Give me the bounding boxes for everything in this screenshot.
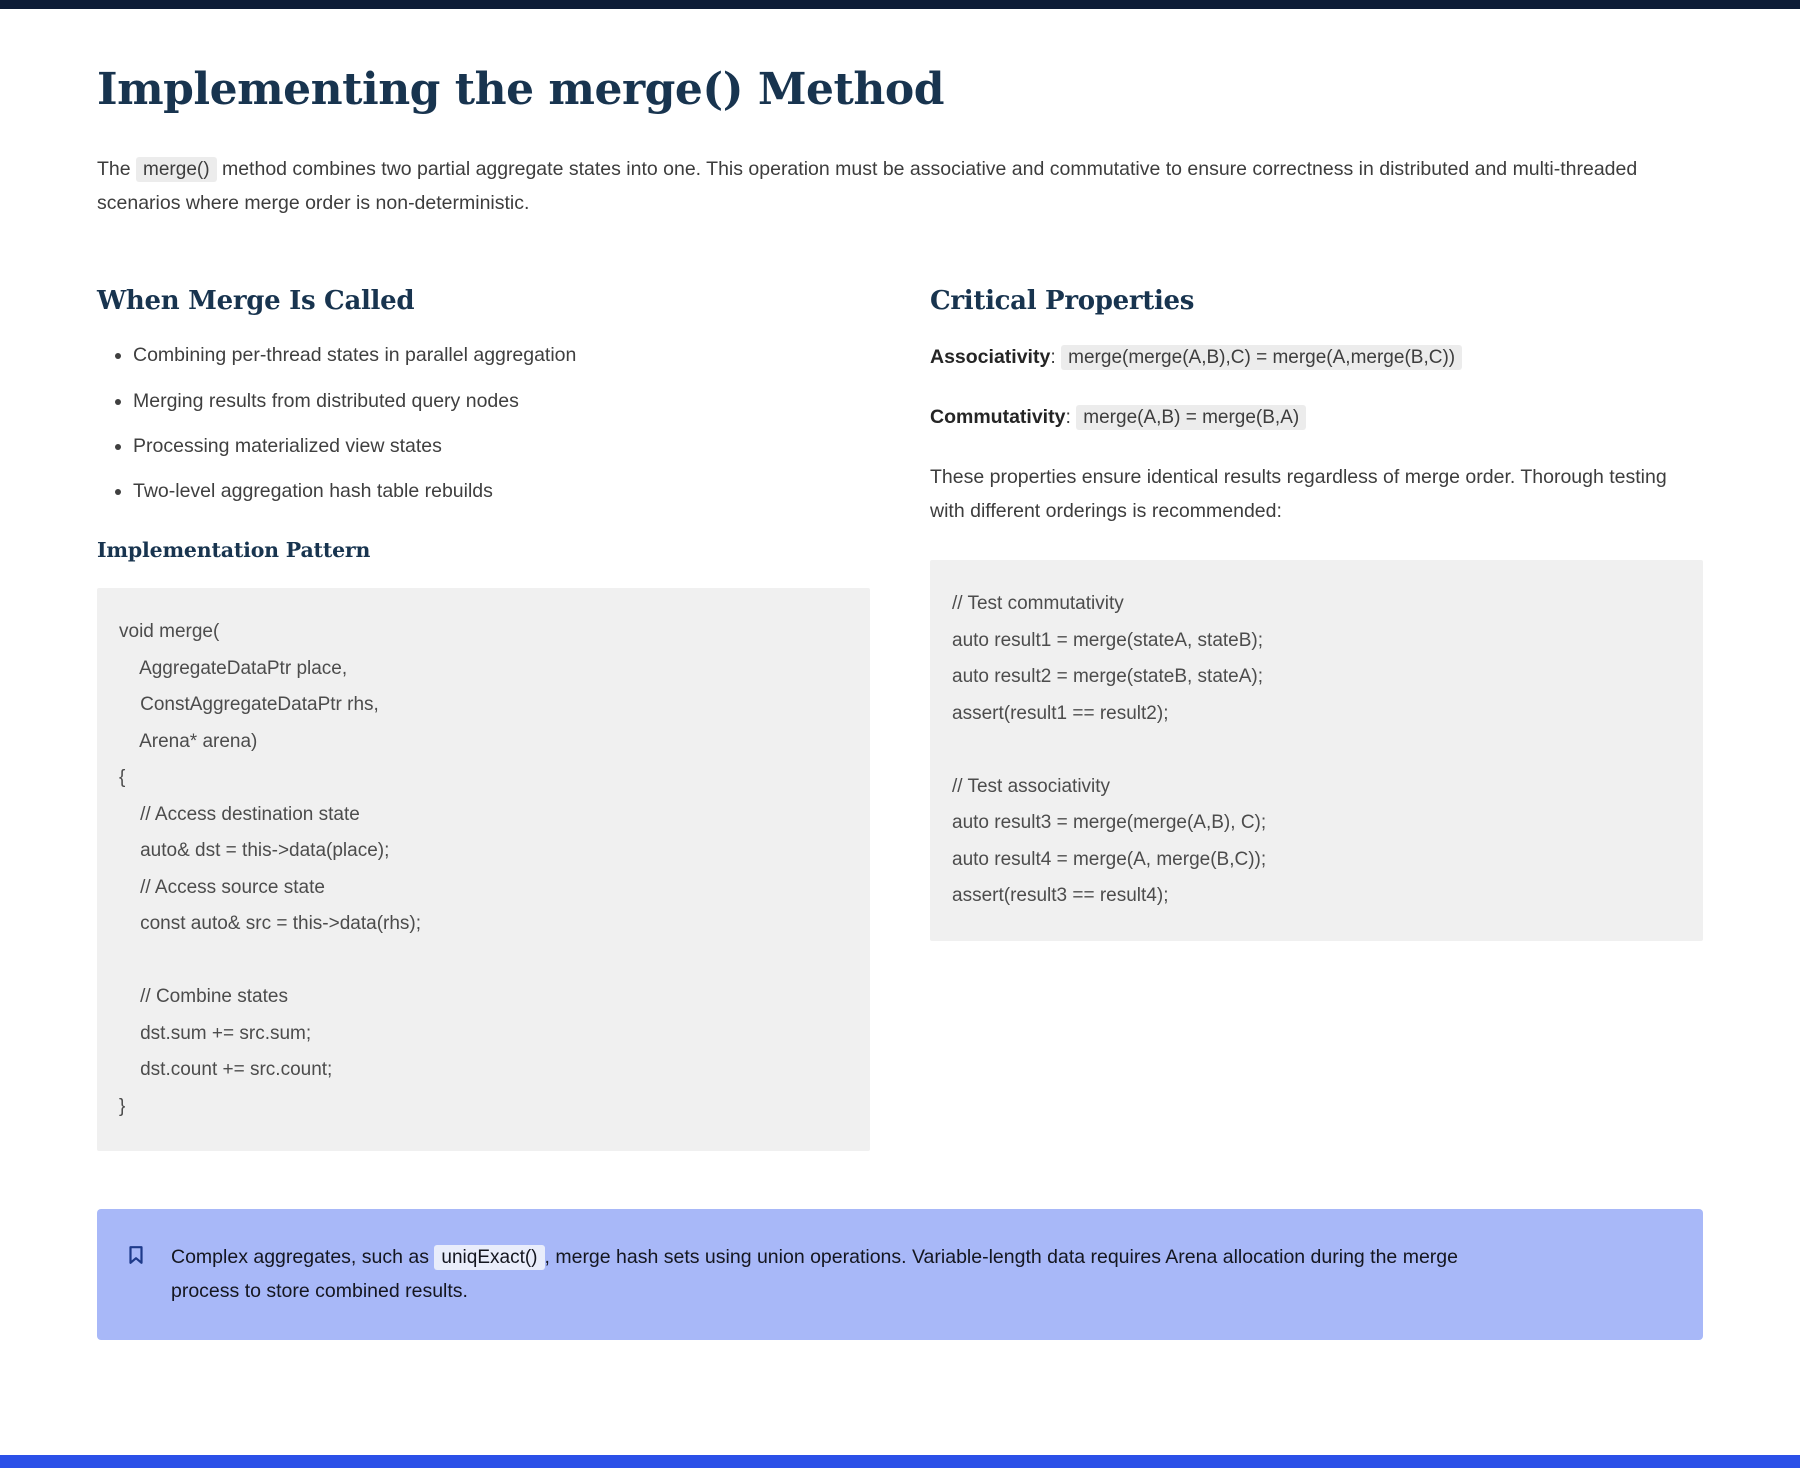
code-line: auto result4 = merge(A, merge(B,C)); <box>952 848 1267 870</box>
list-item: • Merging results from distributed query nodes <box>133 388 870 414</box>
inline-code-commutativity: merge(A,B) = merge(B,A) <box>1076 405 1306 430</box>
code-line: assert(result3 == result4); <box>952 885 1169 907</box>
property-label: Associativity <box>930 346 1051 369</box>
two-column-layout <box>97 286 1703 1151</box>
section-heading-implementation-pattern: Implementation Pattern <box>97 538 371 563</box>
list-item: • Two-level aggregation hash table rebuilds <box>133 478 870 504</box>
code-line <box>119 943 848 980</box>
code-line: auto& dst = this->data(place); <box>119 840 390 862</box>
code-line: { <box>119 767 126 789</box>
code-line: dst.sum += src.sum; <box>119 1022 312 1044</box>
properties-paragraph: These properties ensure identical results regardless of merge order. Thorough testing with different orderings is recommended: <box>930 465 1667 522</box>
property-label: Commutativity <box>930 405 1066 428</box>
code-line: const auto& src = this->data(rhs); <box>119 913 422 935</box>
callout-text-pre: Complex aggregates, such as <box>171 1246 435 1269</box>
test-code-block <box>930 560 1703 941</box>
section-heading-critical-properties: Critical Properties <box>930 286 1195 317</box>
right-column <box>930 286 1703 940</box>
callout-text <box>171 1241 1501 1307</box>
inline-code-associativity: merge(merge(A,B),C) = merge(A,merge(B,C)) <box>1061 345 1462 370</box>
code-line: // Access destination state <box>119 803 360 825</box>
bookmark-icon <box>125 1244 147 1266</box>
code-line: // Test commutativity <box>952 593 1124 615</box>
code-line: } <box>119 1095 126 1117</box>
section-heading-when-merge-is-called: When Merge Is Called <box>97 286 415 317</box>
page-title: Implementing the merge() Method <box>97 64 944 115</box>
code-line: // Access source state <box>119 876 325 898</box>
callout-text-post: , merge hash sets using union operations. Variable-length data requires Arena allocation during the merge process to store combined results. <box>171 1246 1458 1302</box>
code-line: // Combine states <box>119 986 288 1008</box>
left-column <box>97 286 870 1151</box>
inline-code-merge: merge() <box>136 157 217 182</box>
code-line: dst.count += src.count; <box>119 1059 333 1081</box>
merge-called-list <box>97 342 870 504</box>
property-separator: : <box>1065 405 1077 428</box>
property-separator: : <box>1050 346 1062 369</box>
code-line: ConstAggregateDataPtr rhs, <box>119 694 379 716</box>
code-line: AggregateDataPtr place, <box>119 657 348 679</box>
code-line: auto result2 = merge(stateB, stateA); <box>952 666 1264 688</box>
bottom-accent-bar <box>0 1455 1800 1468</box>
list-item: • Processing materialized view states <box>133 433 870 459</box>
code-line: auto result3 = merge(merge(A,B), C); <box>952 812 1267 834</box>
property-commutativity <box>930 402 1703 433</box>
code-line: assert(result1 == result2); <box>952 702 1169 724</box>
list-item: • Combining per-thread states in parallel aggregation <box>133 342 870 368</box>
property-associativity <box>930 342 1703 373</box>
top-accent-bar <box>0 0 1800 9</box>
code-line: // Test associativity <box>952 775 1111 797</box>
intro-paragraph <box>97 153 1703 220</box>
code-line: auto result1 = merge(stateA, stateB); <box>952 629 1264 651</box>
intro-text-post: method combines two partial aggregate states into one. This operation must be associative and commutative to ensure correctness in distributed and multi-threaded scenarios where merge order is non-deterministic. <box>97 158 1638 214</box>
code-line <box>952 732 1681 769</box>
inline-code-uniqexact: uniqExact() <box>434 1245 544 1270</box>
code-line: void merge( <box>119 621 220 643</box>
implementation-code-block <box>97 588 870 1151</box>
intro-text-pre: The <box>97 158 137 180</box>
info-callout <box>97 1209 1703 1339</box>
code-line: Arena* arena) <box>119 730 258 752</box>
